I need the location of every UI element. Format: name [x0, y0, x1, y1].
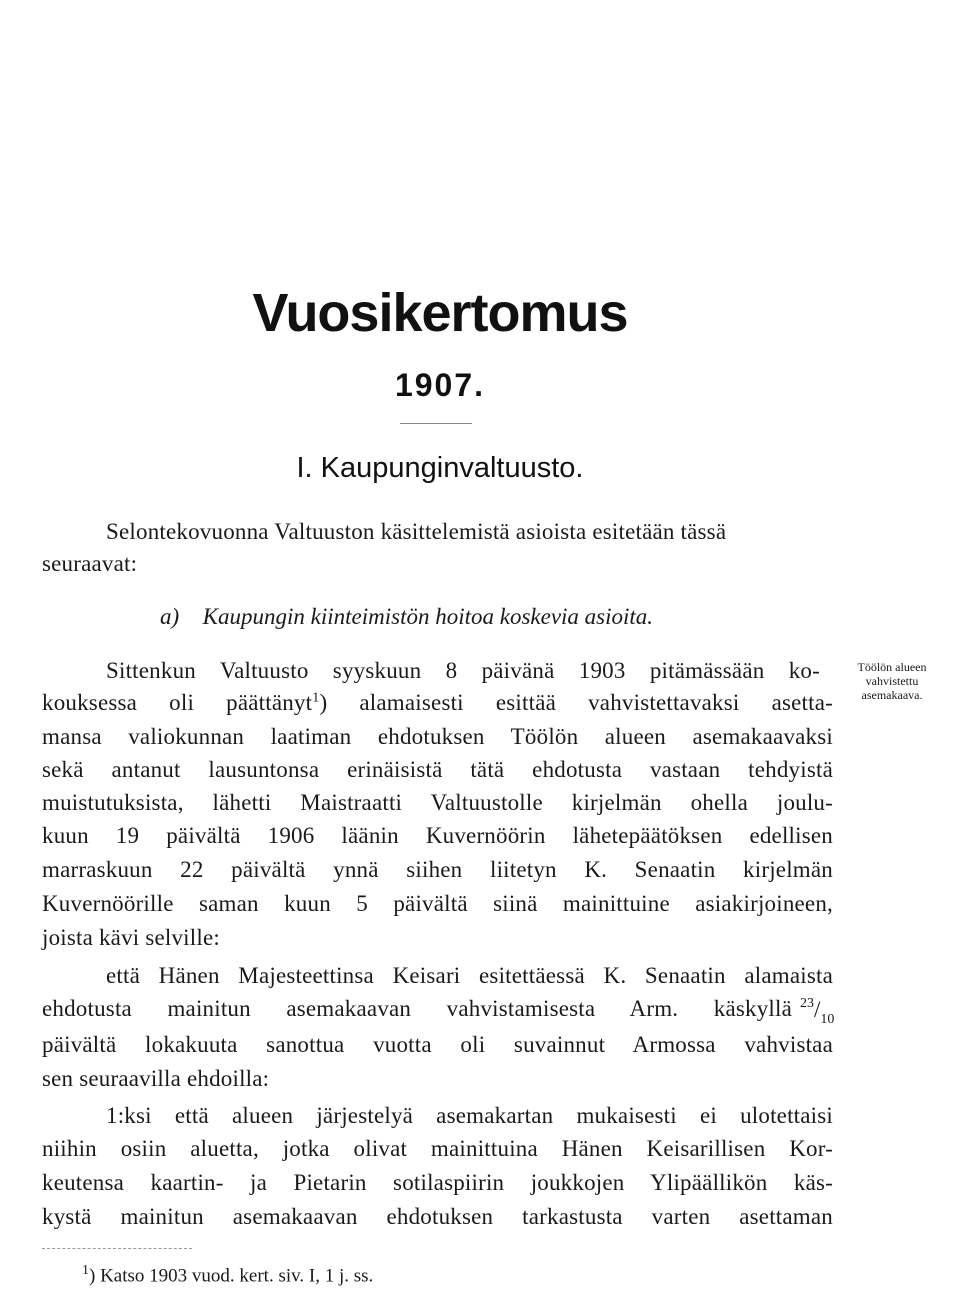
fraction-denominator: 10	[820, 1012, 835, 1027]
body-line-6: kuun 19 päivältä 1906 läänin Kuvernöörin lähetepäätöksen edellisen	[42, 823, 833, 848]
page-title: Vuosikertomus	[252, 283, 628, 343]
body-line-12: päivältä lokakuuta sanottua vuotta oli suvainnut Armossa vahvistaa	[42, 1032, 833, 1057]
footnote	[82, 1263, 373, 1287]
body-line-7: marraskuun 22 päivältä ynnä siihen liitetyn K. Senaatin kirjelmän	[42, 857, 833, 882]
intro-line-1: Selontekovuonna Valtuuston käsittelemistä asioista esitetään tässä	[106, 519, 727, 544]
section-heading: I. Kaupunginvaltuusto.	[296, 452, 584, 484]
body-line-10: että Hänen Majesteettinsa Keisari esitettäessä K. Senaatin alamaista	[106, 963, 833, 988]
body-line-2	[42, 690, 833, 716]
footnote-rule	[42, 1248, 192, 1249]
footnote-ref: 1	[312, 690, 320, 706]
footnote-mark: 1	[82, 1263, 89, 1278]
margin-note-line-1: Töölön alueen	[857, 660, 927, 674]
body-line-15: niihin osiin aluetta, jotka olivat mainittuina Hänen Keisarillisen Kor-	[42, 1136, 833, 1161]
margin-note-line-3: asemakaava.	[861, 688, 923, 702]
body-line-2-text-b: ) alamaisesti esittää vahvistettavaksi asetta-	[319, 690, 833, 715]
body-line-13: sen seuraavilla ehdoilla:	[42, 1066, 270, 1091]
subheading	[160, 604, 653, 630]
body-line-1: Sittenkun Valtuusto syyskuun 8 päivänä 1903 pitämässään ko-	[106, 658, 820, 683]
body-line-3: mansa valiokunnan laatiman ehdotuksen Töölön alueen asemakaavaksi	[42, 724, 833, 749]
body-line-8: Kuvernöörille saman kuun 5 päivältä siinä mainittuine asiakirjoineen,	[42, 891, 833, 916]
margin-note	[828, 660, 956, 702]
body-line-9: joista kävi selville:	[42, 925, 220, 950]
margin-note-line-2: vahvistettu	[865, 674, 919, 688]
body-line-4: sekä antanut lausuntonsa erinäisistä tätä ehdotusta vastaan tehdyistä	[42, 757, 833, 782]
body-line-2-text-a: kouksessa oli päättänyt	[42, 690, 313, 715]
title-divider	[400, 423, 472, 424]
footnote-text: ) Katso 1903 vuod. kert. siv. I, 1 j. ss.	[89, 1265, 374, 1287]
body-line-14: 1:ksi että alueen järjestelyä asemakartan mukaisesti ei ulotettaisi	[106, 1103, 833, 1128]
body-line-16: keutensa kaartin- ja Pietarin sotilaspiirin joukkojen Ylipäällikön käs-	[42, 1170, 833, 1195]
year-heading: 1907.	[394, 367, 486, 403]
intro-line-2: seuraavat:	[42, 551, 138, 576]
body-line-5: muistutuksista, lähetti Maistraatti Valtuustolle kirjelmän ohella joulu-	[42, 790, 833, 815]
body-line-17: kystä mainitun asemakaavan ehdotuksen tarkastusta varten asettaman	[42, 1204, 833, 1229]
subheading-text: Kaupungin kiinteimistön hoitoa koskevia asioita.	[202, 604, 654, 629]
subheading-letter: a)	[160, 604, 180, 629]
body-line-11: ehdotusta mainitun asemakaavan vahvistamisesta Arm. käskyllä	[42, 996, 792, 1021]
fraction-numerator: 23	[800, 996, 814, 1011]
date-fraction: $^{23}/_{10}$	[800, 996, 835, 1027]
